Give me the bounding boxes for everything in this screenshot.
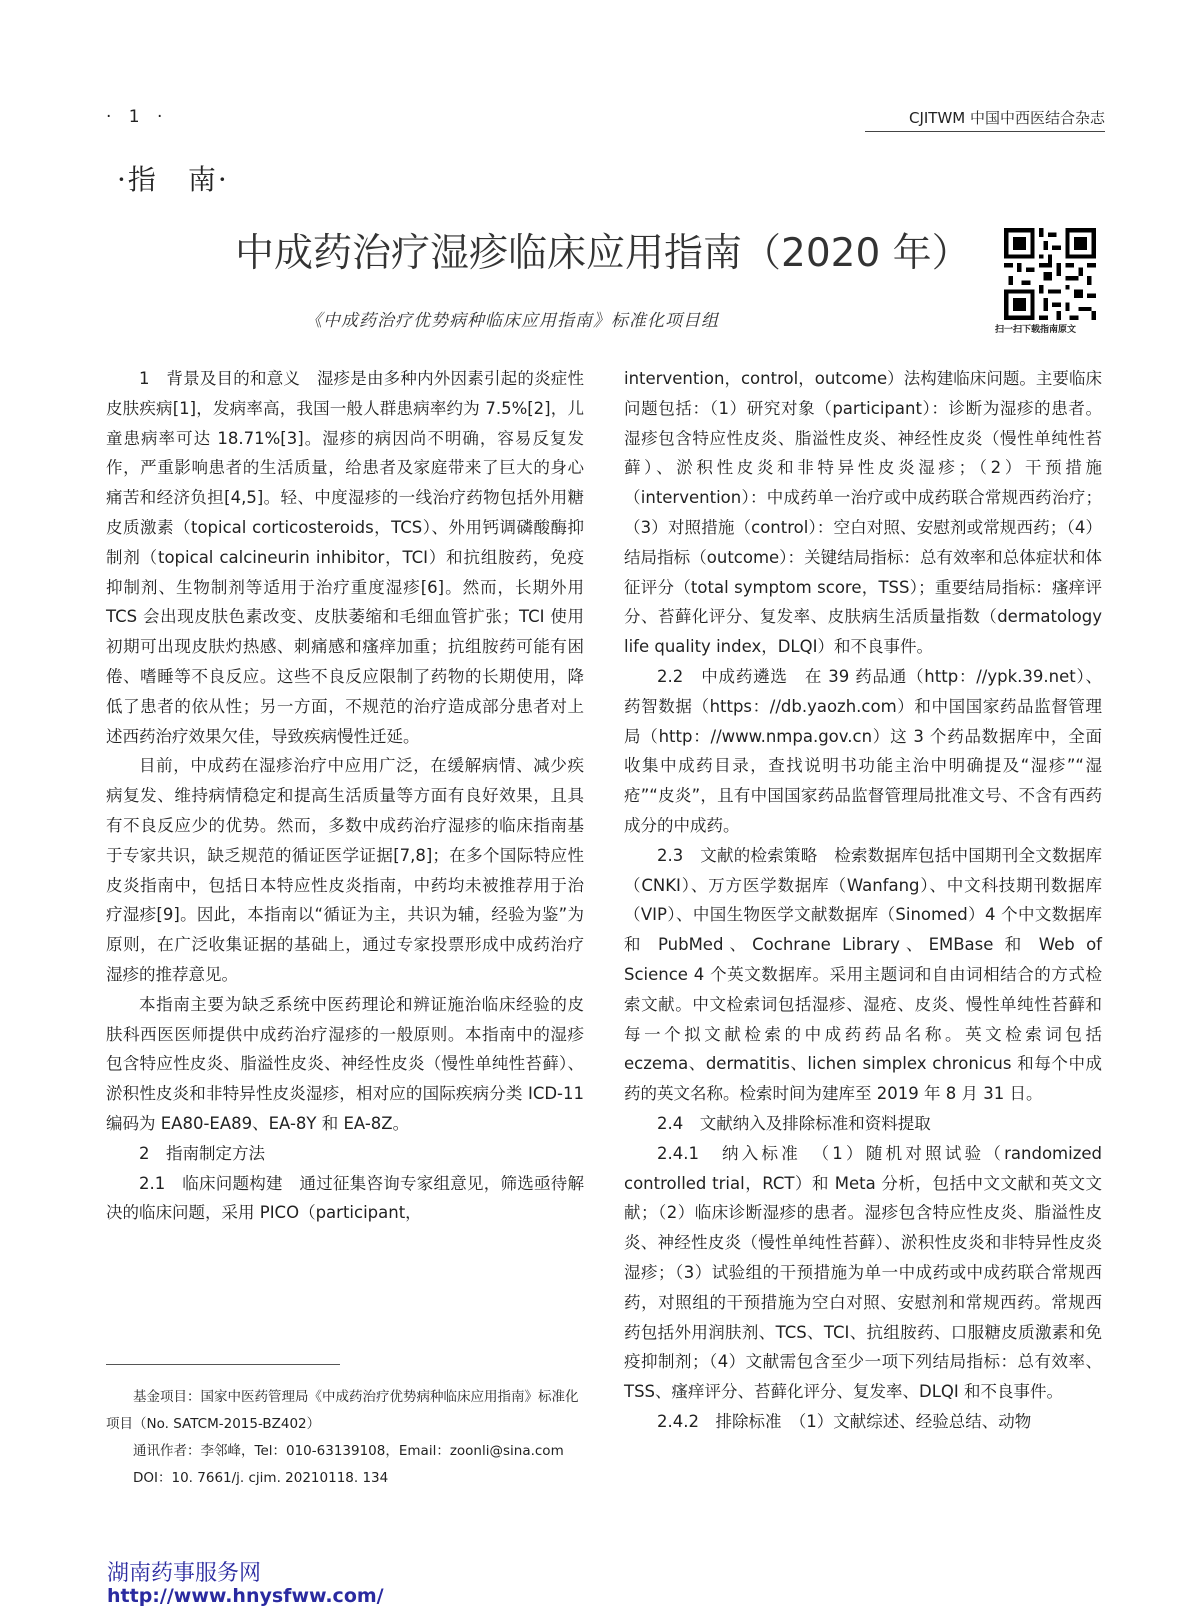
paragraph: 2.4.2 排除标准 （1）文献综述、经验总结、动物	[657, 1411, 1032, 1431]
paragraph: 1 背景及目的和意义 湿疹是由多种内外因素引起的炎症性皮肤疾病[1]，发病率高，我国一般人群患病率约为 7.5%[2]，儿童患病率可达 18.71%[3]。湿疹的病因尚不明确，容易反复发作，严重影响患者的生活质量，给患者及家庭带来了巨大的身心痛苦和经济负担[4,5]。轻、中度湿疹的一线治疗药物包括外用糖皮质激素（topical corticosteroids，TCS）、外用钙调磷酸酶抑制剂（topical calcineurin inhibitor，TCI）和抗组胺药，免疫抑制剂、生物制剂等适用于治疗重度湿疹[6]。然而，长期外用 TCS 会出现皮肤色素改变、皮肤萎缩和毛细血管扩张；TCI 使用初期可出现皮肤灼热感、刺痛感和瘙痒加重；抗组胺药可能有困倦、嗜睡等不良反应。这些不良反应限制了药物的长期使用，降低了患者的依从性；另一方面，不规范的治疗造成部分患者对上述西药治疗效果欠佳，导致疾病慢性迁延。	[106, 369, 584, 746]
paragraph: intervention，control，outcome）法构建临床问题。主要临床问题包括：（1）研究对象（participant）：诊断为湿疹的患者。湿疹包含特应性皮炎、脂溢性皮炎、神经性皮炎（慢性单纯性苔藓）、淤积性皮炎和非特异性皮炎湿疹；（2）干预措施（intervention）：中成药单一治疗或中成药联合常规西药治疗；（3）对照措施（control）：空白对照、安慰剂或常规西药；（4）结局指标（outcome）：关键结局指标：总有效率和总体症状和体征评分（total symptom score，TSS）；重要结局指标：瘙痒评分、苔藓化评分、复发率、皮肤病生活质量指数（dermatology life quality index，DLQI）和不良事件。	[624, 369, 1102, 657]
qr-code-icon[interactable]	[1004, 228, 1096, 320]
left-column	[106, 364, 584, 1228]
authors-line: 《中成药治疗优势病种临床应用指南》标准化项目组	[305, 311, 719, 331]
header-rule	[865, 131, 1105, 132]
footnote-rule	[106, 1364, 340, 1365]
qr-caption: 扫一扫下载指南原文	[995, 325, 1077, 335]
watermark-url[interactable]: http://www.hnysfww.com/	[107, 1585, 384, 1607]
right-column	[624, 364, 1102, 1437]
paragraph: 2.3 文献的检索策略 检索数据库包括中国期刊全文数据库（CNKI）、万方医学数据库（Wanfang）、中文科技期刊数据库（VIP）、中国生物医学文献数据库（Sinomed）4 个中文数据库和 PubMed、Cochrane Library、EMBase 和 Web of Science 4 个英文数据库。采用主题词和自由词相结合的方式检索文献。中文检索词包括湿疹、湿疮、皮炎、慢性单纯性苔藓和每一个拟文献检索的中成药药品名称。英文检索词包括 eczema、dermatitis、lichen simplex chronicus 和每个中成药的英文名称。检索时间为建库至 2019 年 8 月 31 日。	[624, 845, 1102, 1104]
paragraph: 本指南主要为缺乏系统中医药理论和辨证施治临床经验的皮肤科西医医师提供中成药治疗湿疹的一般原则。本指南中的湿疹包含特应性皮炎、脂溢性皮炎、神经性皮炎（慢性单纯性苔藓）、淤积性皮炎和非特异性皮炎湿疹，相对应的国际疾病分类 ICD-11 编码为 EA80-EA89、EA-8Y 和 EA-8Z。	[106, 994, 584, 1133]
section-heading: 2.4 文献纳入及排除标准和资料提取	[657, 1113, 931, 1133]
article-title: 中成药治疗湿疹临床应用指南（2020 年）	[235, 231, 971, 276]
corresponding-author: 通讯作者：李邻峰，Tel：010-63139108，Email：zoonli@sina.com	[133, 1443, 564, 1459]
doi: DOI：10. 7661/j. cjim. 20210118. 134	[133, 1470, 389, 1486]
funding-note: 基金项目：国家中医药管理局《中成药治疗优势病种临床应用指南》标准化项目（No. SATCM-2015-BZ402）	[106, 1389, 579, 1432]
page-number: · 1 ·	[106, 107, 169, 127]
paragraph: 目前，中成药在湿疹治疗中应用广泛，在缓解病情、减少疾病复发、维持病情稳定和提高生活质量等方面有良好效果，且具有不良反应少的优势。然而，多数中成药治疗湿疹的临床指南基于专家共识，缺乏规范的循证医学证据[7,8]；在多个国际特应性皮炎指南中，包括日本特应性皮炎指南，中药均未被推荐用于治疗湿疹[9]。因此，本指南以“循证为主，共识为辅，经验为鉴”为原则，在广泛收集证据的基础上，通过专家投票形成中成药治疗湿疹的推荐意见。	[106, 756, 584, 984]
journal-name: CJITWM 中国中西医结合杂志	[908, 109, 1105, 127]
paragraph: 2.2 中成药遴选 在 39 药品通（http：//ypk.39.net）、药智数据（https：//db.yaozh.com）和中国国家药品监督管理局（http：//www.nmpa.gov.cn）这 3 个药品数据库中，全面收集中成药目录，查找说明书功能主治中明确提及“湿疹”“湿疮”“皮炎”，且有中国国家药品监督管理局批准文号、不含有西药成分的中成药。	[624, 666, 1102, 835]
paragraph: 2.4.1 纳入标准 （1）随机对照试验（randomized controlled trial，RCT）和 Meta 分析，包括中文文献和英文文献；（2）临床诊断湿疹的患者。湿疹包含特应性皮炎、脂溢性皮炎、神经性皮炎（慢性单纯性苔藓）、淤积性皮炎和非特异性皮炎湿疹；（3）试验组的干预措施为单一中成药或中成药联合常规西药，对照组的干预措施为空白对照、安慰剂和常规西药。常规西药包括外用润肤剂、TCS、TCI、抗组胺药、口服糖皮质激素和免疫抑制剂；（4）文献需包含至少一项下列结局指标：总有效率、TSS、瘙痒评分、苔藓化评分、复发率、DLQI 和不良事件。	[624, 1143, 1102, 1402]
section-label: ·指 南·	[117, 163, 229, 196]
section-heading: 2 指南制定方法	[139, 1143, 265, 1163]
paragraph: 2.1 临床问题构建 通过征集咨询专家组意见，筛选亟待解决的临床问题，采用 PICO（participant，	[106, 1173, 584, 1223]
watermark-site-name: 湖南药事服务网	[107, 1561, 262, 1586]
footnotes	[106, 1384, 584, 1492]
